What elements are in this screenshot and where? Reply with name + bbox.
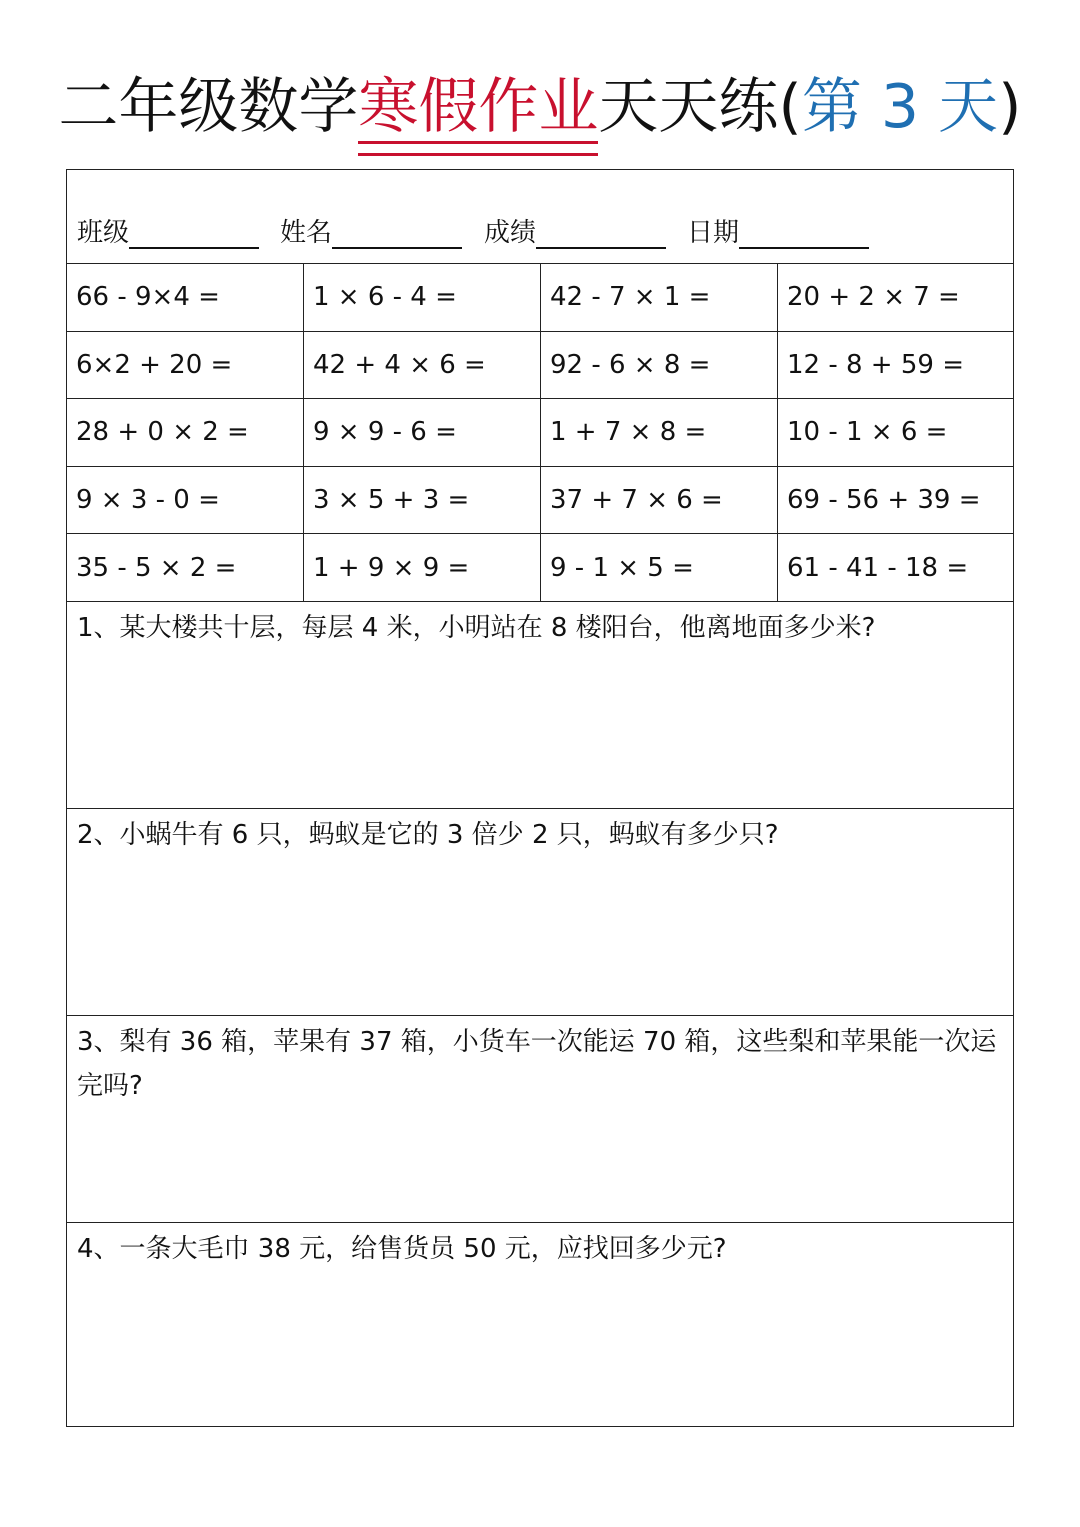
exercise-cell[interactable]: 12 - 8 + 59 =: [778, 332, 1013, 400]
exercise-cell[interactable]: 42 + 4 × 6 =: [304, 332, 541, 400]
score-blank[interactable]: [536, 217, 666, 249]
word-problem-2[interactable]: [67, 809, 1013, 1016]
exercise-cell[interactable]: 69 - 56 + 39 =: [778, 467, 1013, 535]
calculation-grid: [67, 264, 1013, 602]
exercise-cell[interactable]: 66 - 9×4 =: [67, 264, 304, 332]
exercise-cell[interactable]: 1 + 7 × 8 =: [541, 399, 778, 467]
exercise-cell[interactable]: 1 + 9 × 9 =: [304, 534, 541, 602]
exercise-cell[interactable]: 3 × 5 + 3 =: [304, 467, 541, 535]
title-close: ): [998, 72, 1022, 142]
exercise-cell[interactable]: 92 - 6 × 8 =: [541, 332, 778, 400]
name-field: [280, 212, 462, 249]
exercise-cell[interactable]: 61 - 41 - 18 =: [778, 534, 1013, 602]
page-title: [0, 62, 1080, 152]
word-problem-4[interactable]: [67, 1223, 1013, 1426]
class-blank[interactable]: [129, 217, 259, 249]
word-problem-1[interactable]: [67, 602, 1013, 809]
name-blank[interactable]: [332, 217, 462, 249]
title-day: 第 3 天: [801, 72, 999, 142]
class-label: 班级: [77, 218, 130, 248]
problem-text: 4、一条大毛巾 38 元，给售货员 50 元，应找回多少元?: [77, 1234, 727, 1264]
exercise-cell[interactable]: 1 × 6 - 4 =: [304, 264, 541, 332]
name-label: 姓名: [280, 218, 333, 248]
exercise-cell[interactable]: 6×2 + 20 =: [67, 332, 304, 400]
info-row: [67, 170, 1013, 264]
exercise-cell[interactable]: 37 + 7 × 6 =: [541, 467, 778, 535]
exercise-cell[interactable]: 9 × 3 - 0 =: [67, 467, 304, 535]
class-field: [77, 212, 259, 249]
problem-text: 1、某大楼共十层，每层 4 米，小明站在 8 楼阳台，他离地面多少米?: [77, 613, 876, 643]
worksheet-table: [66, 169, 1014, 1427]
problem-text: 2、小蜗牛有 6 只，蚂蚁是它的 3 倍少 2 只，蚂蚁有多少只?: [77, 820, 779, 850]
word-problem-3[interactable]: [67, 1016, 1013, 1223]
title-prefix: 二年级数学: [58, 72, 359, 142]
exercise-cell[interactable]: 42 - 7 × 1 =: [541, 264, 778, 332]
title-highlight: 寒假作业: [358, 62, 598, 152]
date-field: [687, 212, 869, 249]
exercise-cell[interactable]: 20 + 2 × 7 =: [778, 264, 1013, 332]
exercise-cell[interactable]: 9 × 9 - 6 =: [304, 399, 541, 467]
date-blank[interactable]: [739, 217, 869, 249]
exercise-cell[interactable]: 9 - 1 × 5 =: [541, 534, 778, 602]
problem-text: 3、梨有 36 箱，苹果有 37 箱，小货车一次能运 70 箱，这些梨和苹果能一次运完吗?: [77, 1027, 997, 1101]
exercise-cell[interactable]: 35 - 5 × 2 =: [67, 534, 304, 602]
date-label: 日期: [687, 218, 740, 248]
exercise-cell[interactable]: 10 - 1 × 6 =: [778, 399, 1013, 467]
title-suffix: 天天练(: [598, 72, 802, 142]
exercise-cell[interactable]: 28 + 0 × 2 =: [67, 399, 304, 467]
score-field: [484, 212, 666, 249]
score-label: 成绩: [484, 218, 537, 248]
